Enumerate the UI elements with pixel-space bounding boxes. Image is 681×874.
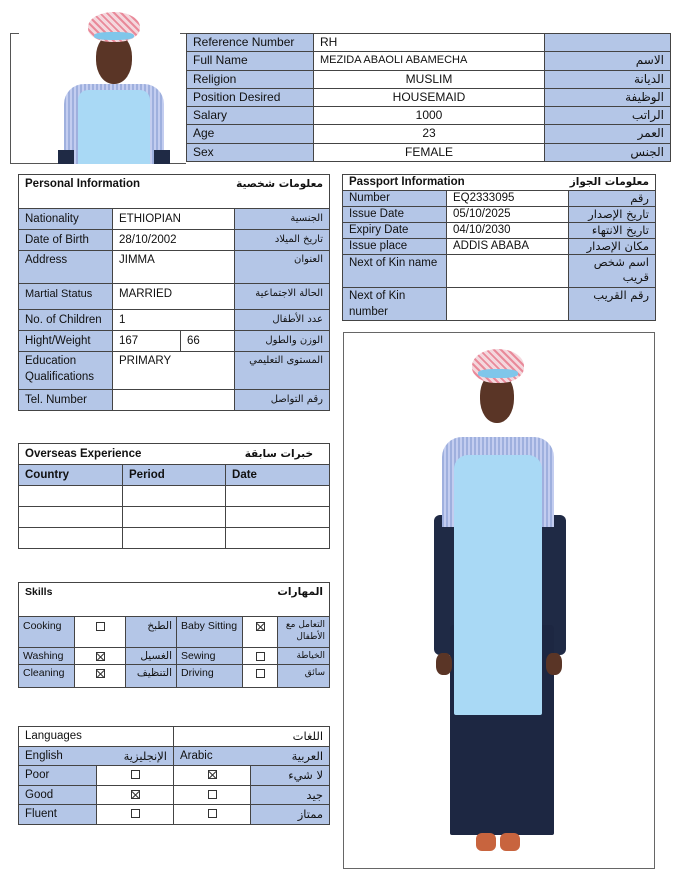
address-label-ar: العنوان <box>235 251 330 284</box>
table-row <box>19 486 330 507</box>
skill-baby-sitting-label-ar: التعامل مع الأطفال <box>278 617 330 648</box>
personal-information-table <box>18 174 330 411</box>
english-poor-checkbox[interactable] <box>97 766 174 786</box>
section-header <box>19 444 330 465</box>
skill-sewing-label: Sewing <box>177 648 243 665</box>
nationality-label: Nationality <box>19 209 113 230</box>
marital-status-label: Martial Status <box>19 284 113 310</box>
age-label: Age <box>187 125 314 143</box>
table-row <box>19 284 330 310</box>
issue-date-label: Issue Date <box>343 207 447 223</box>
issue-date-label-ar: تاريخ الإصدار <box>569 207 656 223</box>
religion-label-ar: الديانة <box>545 70 671 88</box>
reference-number-label: Reference Number <box>187 34 314 52</box>
checkbox-icon <box>256 652 265 661</box>
section-header <box>343 175 656 191</box>
table-row <box>343 239 656 255</box>
personal-info-title: Personal Information <box>19 175 181 209</box>
table-row <box>343 223 656 239</box>
candidate-summary-table <box>186 33 671 162</box>
table-row <box>19 648 330 665</box>
checked-checkbox-icon <box>131 790 140 799</box>
height-weight-label-ar: الوزن والطول <box>235 331 330 352</box>
portrait-photo <box>48 12 178 164</box>
table-row <box>343 207 656 223</box>
skill-driving-label: Driving <box>177 665 243 688</box>
skill-cleaning-label-ar: التنظيف <box>126 665 177 688</box>
column-header-date: Date <box>226 465 330 486</box>
address-value: JIMMA <box>113 251 235 284</box>
age-value: 23 <box>314 125 545 143</box>
table-row <box>187 143 671 161</box>
level-poor-label-ar: لا شيء <box>251 766 330 786</box>
checked-checkbox-icon <box>96 669 105 678</box>
arabic-column-label: Arabic <box>174 746 251 766</box>
passport-number-label: Number <box>343 191 447 207</box>
table-row <box>19 617 330 648</box>
checked-checkbox-icon <box>208 770 217 779</box>
overseas-experience-table <box>18 443 330 549</box>
period-cell <box>123 528 226 549</box>
sex-label-ar: الجنس <box>545 143 671 161</box>
table-row <box>19 352 330 390</box>
section-header <box>19 727 330 747</box>
next-of-kin-number-label: Next of Kin number <box>343 288 447 321</box>
passport-information-table <box>342 174 656 321</box>
weight-value: 66 <box>181 331 235 352</box>
issue-place-value: ADDIS ABABA <box>447 239 569 255</box>
table-row <box>19 230 330 251</box>
issue-date-value: 05/10/2025 <box>447 207 569 223</box>
table-header-row <box>19 465 330 486</box>
english-fluent-checkbox[interactable] <box>97 805 174 825</box>
table-row <box>19 209 330 230</box>
reference-number-label-ar <box>545 34 671 52</box>
skill-baby-sitting-label: Baby Sitting <box>177 617 243 648</box>
table-row <box>19 390 330 411</box>
children-value: 1 <box>113 310 235 331</box>
salary-label-ar: الراتب <box>545 107 671 125</box>
next-of-kin-name-label-ar: اسم شخص قريب <box>569 255 656 288</box>
checkbox-icon <box>131 809 140 818</box>
english-column-label: English <box>19 746 97 766</box>
table-row <box>187 70 671 88</box>
languages-title: Languages <box>19 727 174 747</box>
checkbox-icon <box>208 790 217 799</box>
passport-number-value: EQ2333095 <box>447 191 569 207</box>
section-header <box>19 583 330 617</box>
skill-driving-checkbox[interactable] <box>243 665 278 688</box>
reference-number-value: RH <box>314 34 545 52</box>
position-label: Position Desired <box>187 88 314 106</box>
table-row <box>343 191 656 207</box>
table-row <box>19 785 330 805</box>
skill-washing-checkbox[interactable] <box>75 648 126 665</box>
table-row <box>343 288 656 321</box>
skill-cooking-label-ar: الطبخ <box>126 617 177 648</box>
table-row <box>187 52 671 70</box>
table-row <box>19 251 330 284</box>
checkbox-icon <box>256 669 265 678</box>
table-header-row <box>19 746 330 766</box>
country-cell <box>19 507 123 528</box>
full-name-label-ar: الاسم <box>545 52 671 70</box>
passport-number-label-ar: رقم <box>569 191 656 207</box>
arabic-good-checkbox[interactable] <box>174 785 251 805</box>
children-label: No. of Children <box>19 310 113 331</box>
country-cell <box>19 486 123 507</box>
issue-place-label-ar: مكان الإصدار <box>569 239 656 255</box>
full-name-value: MEZIDA ABAOLI ABAMECHA <box>314 52 545 70</box>
languages-table <box>18 726 330 825</box>
checked-checkbox-icon <box>96 652 105 661</box>
full-name-label: Full Name <box>187 52 314 70</box>
arabic-poor-checkbox[interactable] <box>174 766 251 786</box>
height-value: 167 <box>113 331 181 352</box>
issue-place-label: Issue place <box>343 239 447 255</box>
marital-status-value: MARRIED <box>113 284 235 310</box>
passport-info-title: Passport Information <box>343 175 569 191</box>
salary-label: Salary <box>187 107 314 125</box>
nationality-value: ETHIOPIAN <box>113 209 235 230</box>
tel-number-label-ar: رقم التواصل <box>235 390 330 411</box>
overseas-title-ar: خبرات سابقة <box>226 444 330 465</box>
table-row <box>19 766 330 786</box>
dob-value: 28/10/2002 <box>113 230 235 251</box>
full-body-photo-frame <box>343 332 655 869</box>
table-row <box>19 805 330 825</box>
date-cell <box>226 486 330 507</box>
date-cell <box>226 528 330 549</box>
column-header-period: Period <box>123 465 226 486</box>
next-of-kin-name-value <box>447 255 569 288</box>
skill-cooking-checkbox[interactable] <box>75 617 126 648</box>
skills-table <box>18 582 330 688</box>
next-of-kin-number-label-ar: رقم القريب <box>569 288 656 321</box>
skill-baby-sitting-checkbox[interactable] <box>243 617 278 648</box>
skill-washing-label: Washing <box>19 648 75 665</box>
next-of-kin-name-label: Next of Kin name <box>343 255 447 288</box>
education-label: Education Qualifications <box>19 352 113 390</box>
table-row <box>187 34 671 52</box>
expiry-date-value: 04/10/2030 <box>447 223 569 239</box>
checkbox-icon <box>96 622 105 631</box>
height-weight-label: Hight/Weight <box>19 331 113 352</box>
personal-info-title-ar: معلومات شخصية <box>181 175 330 209</box>
expiry-date-label: Expiry Date <box>343 223 447 239</box>
tel-number-label: Tel. Number <box>19 390 113 411</box>
nationality-label-ar: الجنسية <box>235 209 330 230</box>
skill-driving-label-ar: سائق <box>278 665 330 688</box>
table-row <box>343 255 656 288</box>
religion-label: Religion <box>187 70 314 88</box>
level-poor-label: Poor <box>19 766 97 786</box>
tel-number-value <box>113 390 235 411</box>
overseas-title: Overseas Experience <box>19 444 226 465</box>
table-row <box>187 107 671 125</box>
level-good-label-ar: جيد <box>251 785 330 805</box>
expiry-date-label-ar: تاريخ الانتهاء <box>569 223 656 239</box>
skills-title: Skills <box>19 583 177 617</box>
skill-cleaning-label: Cleaning <box>19 665 75 688</box>
date-cell <box>226 507 330 528</box>
full-body-photo <box>424 345 574 865</box>
table-row <box>19 310 330 331</box>
position-value: HOUSEMAID <box>314 88 545 106</box>
checkbox-icon <box>208 809 217 818</box>
arabic-column-label-ar: العربية <box>251 746 330 766</box>
level-fluent-label: Fluent <box>19 805 97 825</box>
table-row <box>19 331 330 352</box>
skill-washing-label-ar: الغسيل <box>126 648 177 665</box>
arabic-fluent-checkbox[interactable] <box>174 805 251 825</box>
column-header-country: Country <box>19 465 123 486</box>
table-row <box>19 665 330 688</box>
table-row <box>19 528 330 549</box>
skill-cleaning-checkbox[interactable] <box>75 665 126 688</box>
next-of-kin-number-value <box>447 288 569 321</box>
table-row <box>187 125 671 143</box>
checkbox-icon <box>131 770 140 779</box>
marital-status-label-ar: الحالة الاجتماعية <box>235 284 330 310</box>
sex-label: Sex <box>187 143 314 161</box>
education-value: PRIMARY <box>113 352 235 390</box>
level-fluent-label-ar: ممتاز <box>251 805 330 825</box>
languages-title-ar: اللغات <box>174 727 330 747</box>
sex-value: FEMALE <box>314 143 545 161</box>
table-row <box>187 88 671 106</box>
table-row <box>19 507 330 528</box>
country-cell <box>19 528 123 549</box>
position-label-ar: الوظيفة <box>545 88 671 106</box>
english-good-checkbox[interactable] <box>97 785 174 805</box>
age-label-ar: العمر <box>545 125 671 143</box>
skill-cooking-label: Cooking <box>19 617 75 648</box>
skill-sewing-label-ar: الخياطة <box>278 648 330 665</box>
salary-value: 1000 <box>314 107 545 125</box>
skill-sewing-checkbox[interactable] <box>243 648 278 665</box>
english-column-label-ar: الإنجليزية <box>97 746 174 766</box>
checked-checkbox-icon <box>256 622 265 631</box>
skills-title-ar: المهارات <box>177 583 330 617</box>
children-label-ar: عدد الأطفال <box>235 310 330 331</box>
passport-info-title-ar: معلومات الجواز <box>569 175 656 191</box>
level-good-label: Good <box>19 785 97 805</box>
dob-label: Date of Birth <box>19 230 113 251</box>
address-label: Address <box>19 251 113 284</box>
period-cell <box>123 486 226 507</box>
education-label-ar: المستوى التعليمي <box>235 352 330 390</box>
religion-value: MUSLIM <box>314 70 545 88</box>
dob-label-ar: تاريخ الميلاد <box>235 230 330 251</box>
section-header <box>19 175 330 209</box>
period-cell <box>123 507 226 528</box>
